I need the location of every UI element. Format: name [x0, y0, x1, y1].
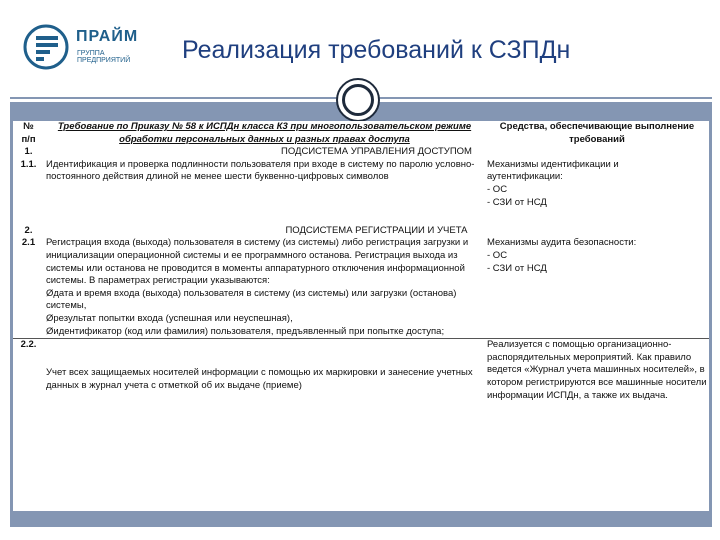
decorative-circle-icon — [336, 78, 380, 122]
row-num: 1.1. — [20, 158, 37, 170]
section-row — [13, 146, 709, 159]
section-num: 1. — [24, 146, 33, 158]
row-num: 2.1 — [13, 237, 44, 338]
section-title: ПОДСИСТЕМА РЕГИСТРАЦИИ И УЧЕТА — [285, 224, 468, 236]
requirements-table — [13, 121, 709, 511]
table-row — [13, 237, 709, 338]
company-logo — [22, 22, 150, 72]
mechanisms-text: Реализуется с помощью организационно-распорядительных мероприятий. Как правило ведется «Журнал учета машинных носителей», в котором регистрируются все машинные носители информации ИСПДн, а также их выдача. — [487, 339, 707, 401]
section-title: ПОДСИСТЕМА УПРАВЛЕНИЯ ДОСТУПОМ — [281, 146, 472, 158]
table-header-row — [13, 121, 709, 146]
page-title: Реализация требований к СЗПДн — [182, 36, 571, 64]
mechanisms-list: Механизмы идентификации и аутентификации: - ОС - СЗИ от НСД — [487, 158, 619, 208]
logo-emblem-icon — [22, 22, 72, 72]
header-mechanisms: Средства, обеспечивающие выполнение требований — [499, 121, 695, 145]
table-row — [13, 339, 709, 402]
mechanisms-list: Механизмы аудита безопасности: - ОС - СЗИ от НСД — [485, 237, 709, 338]
section-num: 2. — [24, 224, 33, 236]
logo-name: ПРАЙМ — [76, 28, 139, 45]
requirement-text: Идентификация и проверка подлинности пользователя при входе в систему по паролю условно-постоянного действия длиной не менее шести буквенно-цифровых символов — [46, 158, 475, 183]
section-row — [13, 225, 709, 238]
row-num: 2.2. — [20, 339, 37, 351]
table-row — [13, 159, 709, 225]
requirement-text: Регистрация входа (выхода) пользователя в систему (из системы) либо регистрация загрузки и инициализации операционной системы и ее программного останова. Регистрация выхода из системы или останова не проводится в моменты аппаратурного отключения информационной системы. В параметрах регистрации указываются: Øдата и время входа (выхода) пользователя в систему (из системы) или загрузки (останова) системы, Øрезультат попытки входа (успешная или неуспешная), Øидентификатор (код или фамилия) пользователя, предъявленный при попытке доступа; — [44, 237, 485, 338]
header-requirement: Требование по Приказу № 58 к ИСПДн класса К3 при многопользовательском режиме обработки персональных данных и разных правах доступа — [57, 121, 472, 145]
requirement-text: Учет всех защищаемых носителей информации с помощью их маркировки и занесение учетных данных в журнал учета с отметкой об их выдаче (приеме) — [46, 367, 473, 391]
header-num: № п/п — [21, 121, 36, 145]
logo-subtitle: ГРУППА ПРЕДПРИЯТИЙ — [77, 50, 131, 64]
